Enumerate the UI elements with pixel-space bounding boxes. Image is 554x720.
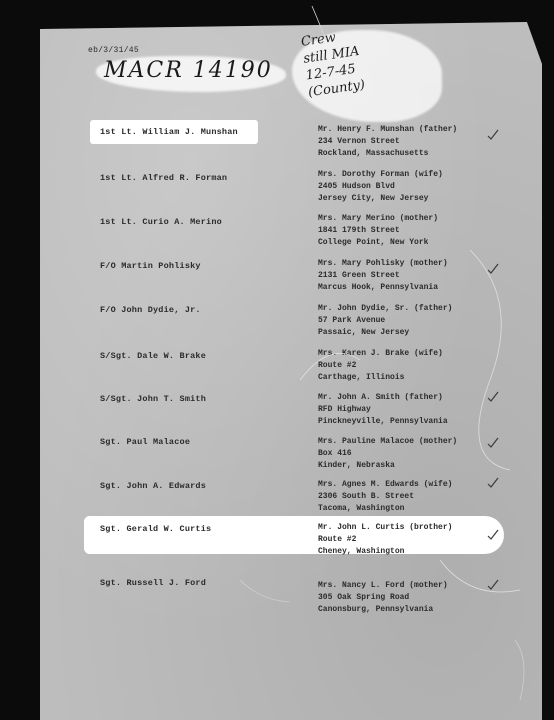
check-mark-icon bbox=[486, 528, 500, 542]
next-of-kin-address bbox=[318, 436, 508, 472]
crew-member-name: 1st Lt. Curio A. Merino bbox=[100, 217, 222, 227]
nok-line: Mrs. Karen J. Brake (wife) bbox=[318, 349, 443, 358]
check-mark-icon bbox=[486, 128, 500, 142]
nok-line: Route #2 bbox=[318, 361, 357, 370]
nok-line: 2306 South B. Street bbox=[318, 492, 415, 501]
crew-member-name: Sgt. Gerald W. Curtis bbox=[100, 524, 212, 534]
crew-member-name: F/O John Dydie, Jr. bbox=[100, 305, 201, 315]
nok-line: 305 Oak Spring Road bbox=[318, 593, 410, 602]
crew-member-name: S/Sgt. Dale W. Brake bbox=[100, 351, 207, 361]
nok-line: Jersey City, New Jersey bbox=[318, 194, 429, 203]
handwritten-line: Crew bbox=[300, 30, 337, 50]
nok-line: Route #2 bbox=[318, 535, 357, 544]
next-of-kin-address bbox=[318, 392, 508, 428]
check-mark-icon bbox=[486, 436, 500, 450]
nok-line: Carthage, Illinois bbox=[318, 373, 405, 382]
crew-member-name: 1st Lt. Alfred R. Forman bbox=[100, 173, 228, 183]
macr-stamp: MACR 14190 bbox=[104, 58, 273, 83]
crew-member-name: 1st Lt. William J. Munshan bbox=[100, 127, 238, 137]
crew-member-name: Sgt. Russell J. Ford bbox=[100, 578, 207, 588]
nok-line: College Point, New York bbox=[318, 238, 429, 247]
nok-line: Kinder, Nebraska bbox=[318, 461, 395, 470]
check-mark-icon bbox=[486, 262, 500, 276]
nok-line: Canonsburg, Pennsylvania bbox=[318, 605, 434, 614]
check-mark-icon bbox=[486, 390, 500, 404]
crew-member-name: F/O Martin Pohlisky bbox=[100, 261, 201, 271]
nok-line: Mrs. Mary Merino (mother) bbox=[318, 214, 439, 223]
nok-line: Tacoma, Washington bbox=[318, 504, 405, 513]
next-of-kin-address bbox=[318, 479, 508, 515]
handwritten-line: still MIA bbox=[302, 43, 361, 67]
nok-line: Cheney, Washington bbox=[318, 547, 405, 556]
nok-line: Mrs. Mary Pohlisky (mother) bbox=[318, 259, 448, 268]
nok-line: 234 Vernon Street bbox=[318, 137, 400, 146]
nok-line: Mrs. Pauline Malacoe (mother) bbox=[318, 437, 458, 446]
nok-line: Mr. Henry F. Munshan (father) bbox=[318, 125, 458, 134]
nok-line: Rockland, Massachusetts bbox=[318, 149, 429, 158]
nok-line: 2405 Hudson Blvd bbox=[318, 182, 395, 191]
next-of-kin-address bbox=[318, 303, 508, 339]
nok-line: Box 416 bbox=[318, 449, 352, 458]
nok-line: Mrs. Dorothy Forman (wife) bbox=[318, 170, 443, 179]
handwritten-line: (County) bbox=[307, 77, 367, 101]
nok-line: Mr. John L. Curtis (brother) bbox=[318, 523, 453, 532]
crew-member-name: S/Sgt. John T. Smith bbox=[100, 394, 207, 404]
nok-line: Mrs. Agnes M. Edwards (wife) bbox=[318, 480, 453, 489]
crew-member-name: Sgt. John A. Edwards bbox=[100, 481, 207, 491]
next-of-kin-address bbox=[318, 169, 508, 205]
next-of-kin-address bbox=[318, 348, 508, 384]
next-of-kin-address bbox=[318, 258, 508, 294]
nok-line: RFD Highway bbox=[318, 405, 371, 414]
document-reference: eb/3/31/45 bbox=[88, 46, 140, 55]
nok-line: 1841 179th Street bbox=[318, 226, 400, 235]
handwritten-line: 12-7-45 bbox=[304, 61, 357, 84]
nok-line: Marcus Hook, Pennsylvania bbox=[318, 283, 439, 292]
nok-line: 2131 Green Street bbox=[318, 271, 400, 280]
nok-line: 57 Park Avenue bbox=[318, 316, 386, 325]
crew-member-name: Sgt. Paul Malacoe bbox=[100, 437, 191, 447]
next-of-kin-address bbox=[318, 213, 508, 249]
next-of-kin-address bbox=[318, 124, 508, 160]
check-mark-icon bbox=[486, 578, 500, 592]
nok-line: Mr. John Dydie, Sr. (father) bbox=[318, 304, 453, 313]
nok-line: Mrs. Nancy L. Ford (mother) bbox=[318, 581, 448, 590]
nok-line: Passaic, New Jersey bbox=[318, 328, 410, 337]
check-mark-icon bbox=[486, 476, 500, 490]
next-of-kin-address bbox=[318, 522, 508, 558]
nok-line: Mr. John A. Smith (father) bbox=[318, 393, 443, 402]
next-of-kin-address bbox=[318, 580, 508, 616]
nok-line: Pinckneyville, Pennsylvania bbox=[318, 417, 448, 426]
